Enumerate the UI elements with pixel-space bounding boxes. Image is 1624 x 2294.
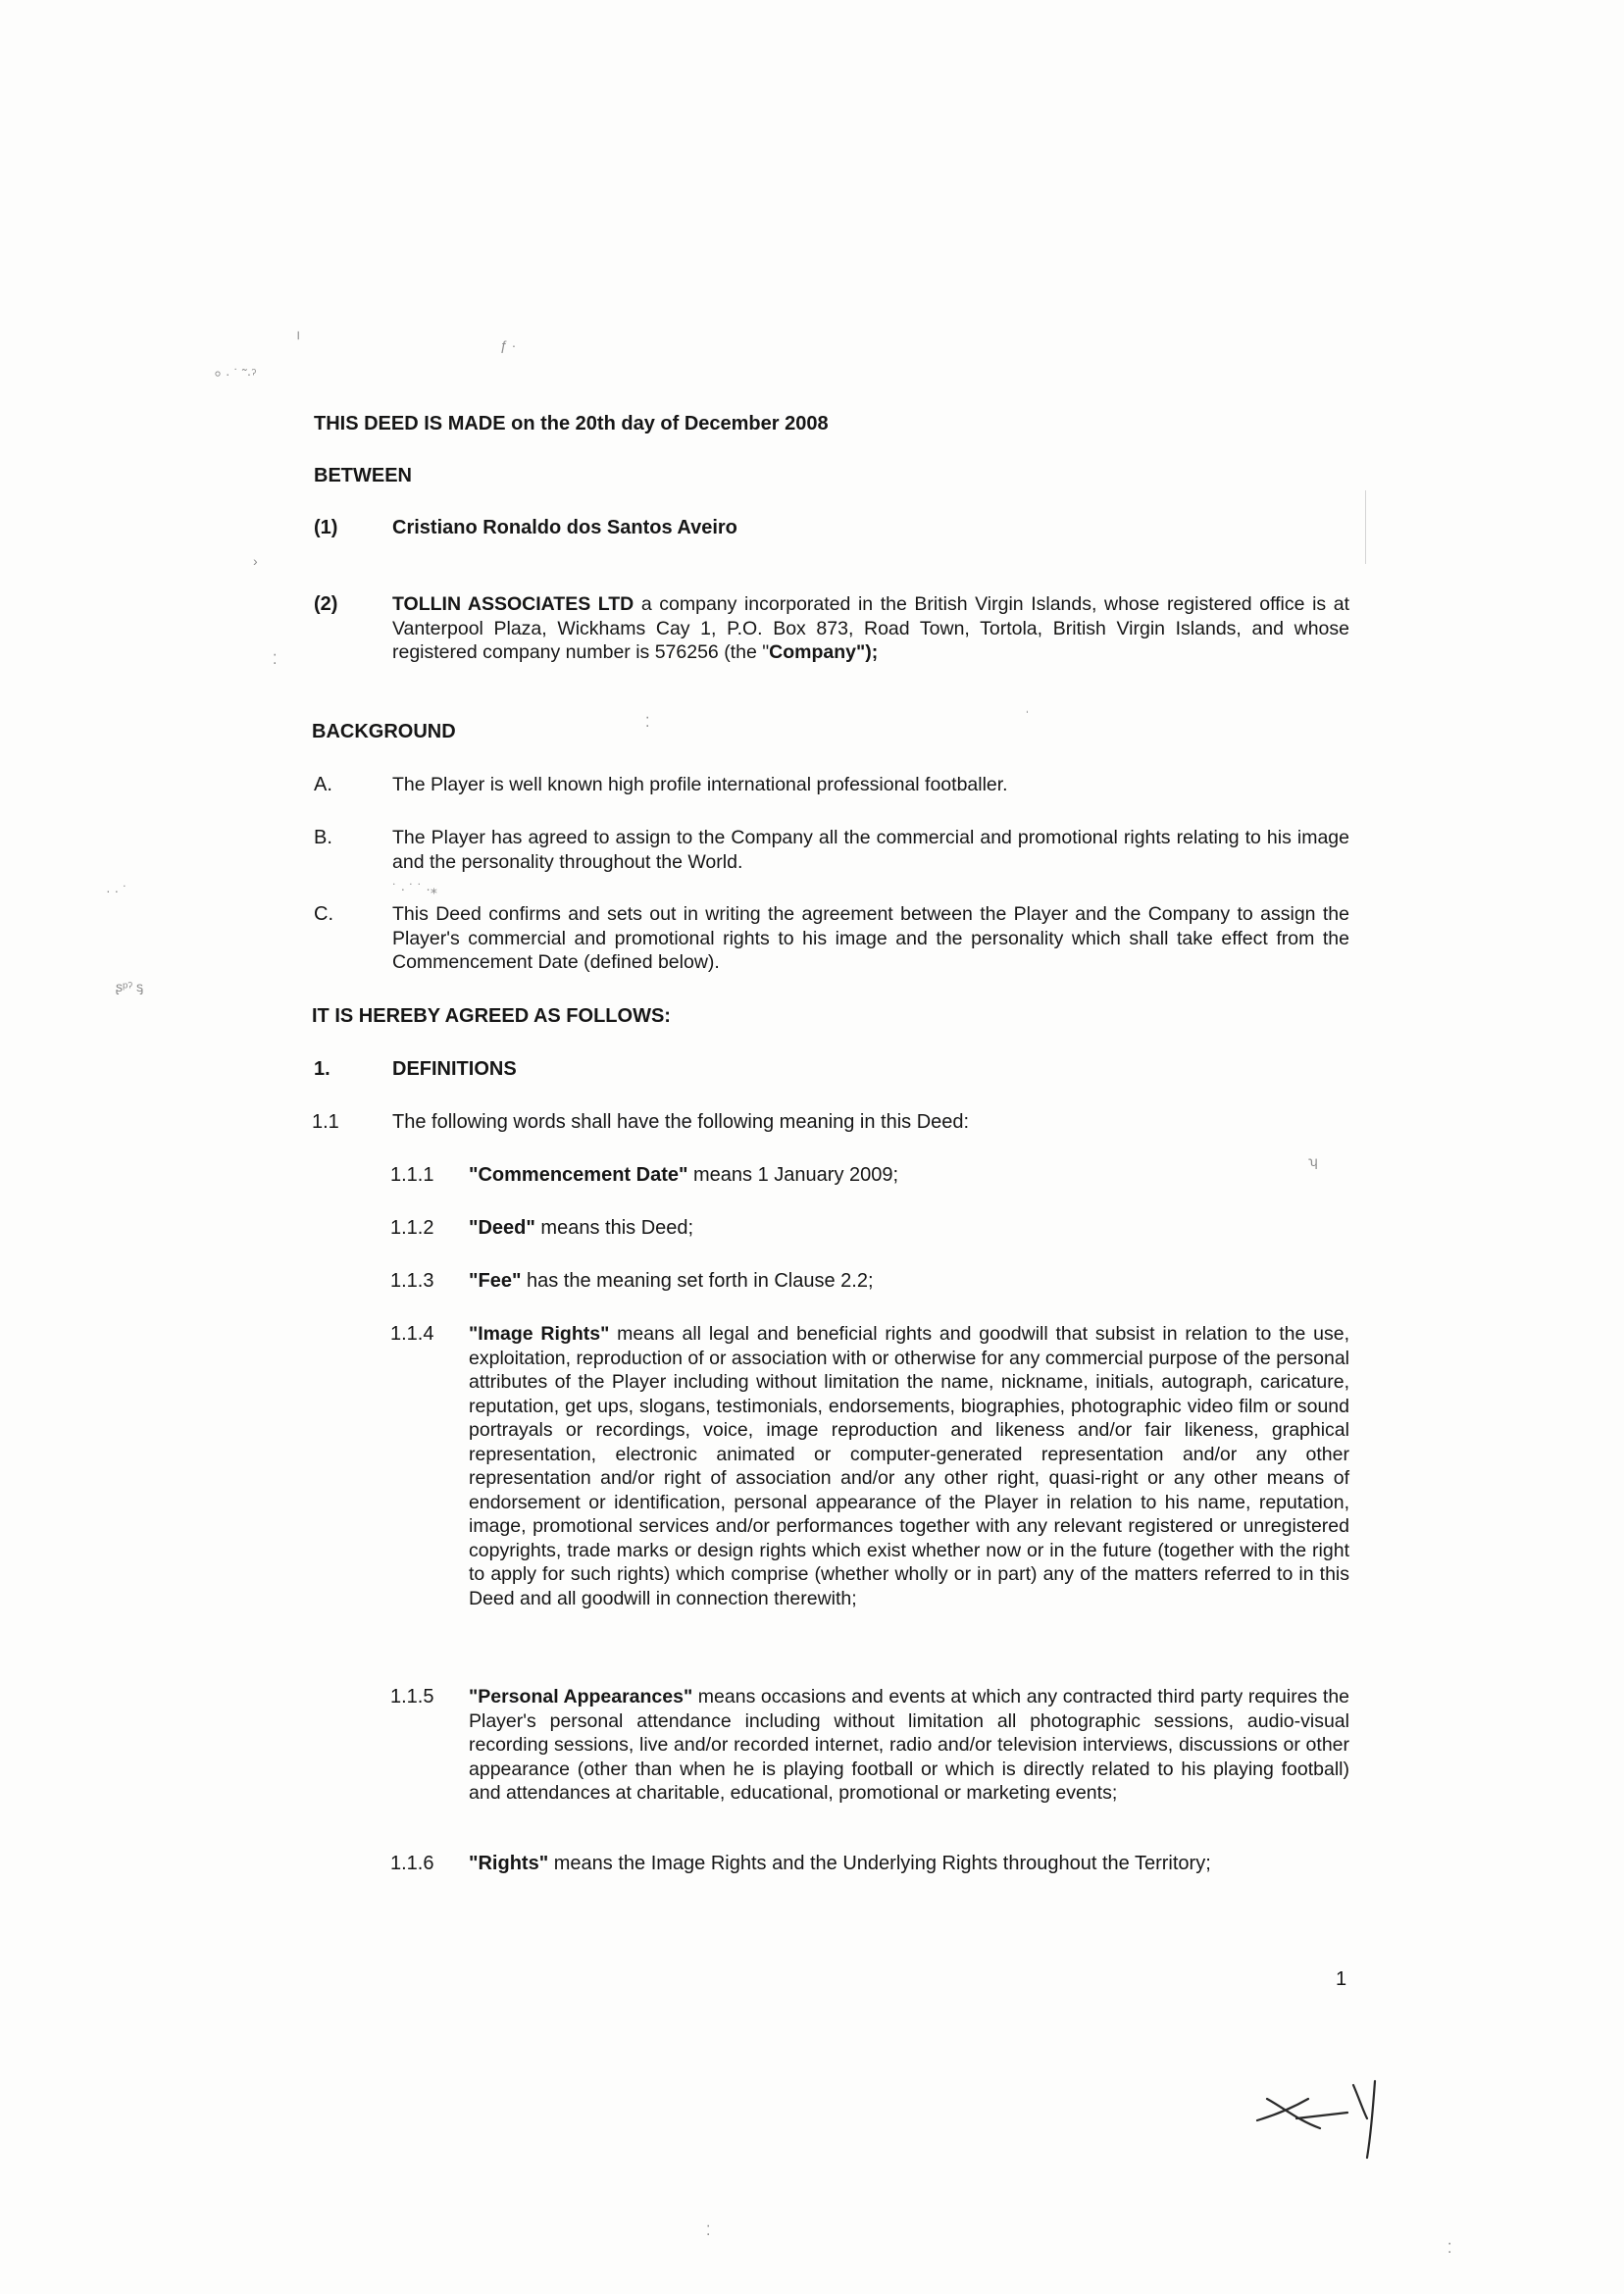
- party-2-paragraph: [392, 592, 1349, 665]
- clause-1-1-text: The following words shall have the following meaning in this Deed:: [392, 1111, 970, 1133]
- definition-4-text: means all legal and beneficial rights and goodwill that subsist in relation to the use, exploitation, reproduction of or association with or otherwise for any commercial purpose of the personal attributes of the Player including without limitation the name, nickname, initials, autograph, caricature, reputation, get ups, slogans, testimonials, endorsements, biographies, photographic video film or sound portrayals or recordings, voice, image reproduction and likeness and/or fair likeness, graphical representation, electronic animated or computer-generated representation and/or any other representation and/or right of association and/or any other right, quasi-right or any other means of endorsement or identification, personal appearance of the Player in relation to his name, reputation, image, promotional services and/or performances together with any relevant registered or unregistered copyrights, trade marks or design rights which exist whether now or in the future (together with the right to apply for such rights) which comprise (whether wholly or in part) any of the matters referred to in this Deed and all goodwill in connection therewith;: [469, 1323, 1349, 1609]
- scan-speck: ⁚: [706, 2222, 711, 2238]
- definition-5-term: "Personal Appearances": [469, 1686, 693, 1708]
- background-b-text: The Player has agreed to assign to the Company all the commercial and promotional rights relating to his image and the personality throughout the World.: [392, 827, 1349, 873]
- definition-6-number: 1.1.6: [390, 1853, 434, 1874]
- party-1-name: Cristiano Ronaldo dos Santos Aveiro: [392, 517, 737, 538]
- background-c-letter: C.: [314, 903, 333, 925]
- definition-2-text: means this Deed;: [534, 1217, 694, 1239]
- scan-speck: · · ˙: [106, 883, 127, 898]
- definition-3-text: has the meaning set forth in Clause 2.2;: [521, 1270, 874, 1292]
- definition-1: [469, 1163, 898, 1188]
- scan-speck: ˈ: [1025, 708, 1030, 724]
- initials-signature: [1238, 2060, 1404, 2167]
- background-heading: BACKGROUND: [312, 721, 456, 742]
- scan-speck: ⸰ · ˙ ˜·ˀ: [214, 366, 257, 382]
- definition-1-number: 1.1.1: [390, 1164, 434, 1186]
- scan-speck: ʂᵖˀ ᶊ: [116, 979, 144, 994]
- deed-heading: THIS DEED IS MADE on the 20th day of December 2008: [314, 413, 829, 434]
- definition-5-number: 1.1.5: [390, 1686, 434, 1708]
- background-a-text: The Player is well known high profile international professional footballer.: [392, 774, 1008, 795]
- scan-speck: ╵: [294, 331, 303, 347]
- definition-6-term: "Rights": [469, 1853, 549, 1874]
- between-heading: BETWEEN: [314, 465, 412, 486]
- definition-2-number: 1.1.2: [390, 1217, 434, 1239]
- page-number: 1: [1336, 1968, 1347, 1990]
- definition-4-term: "Image Rights": [469, 1323, 610, 1345]
- party-2-name: TOLLIN ASSOCIATES LTD: [392, 593, 634, 615]
- definition-4-number: 1.1.4: [390, 1323, 434, 1345]
- definition-3-number: 1.1.3: [390, 1270, 434, 1292]
- definition-2: [469, 1216, 693, 1241]
- agreed-heading: IT IS HEREBY AGREED AS FOLLOWS:: [312, 1005, 671, 1027]
- scan-speck: ⁚: [645, 714, 650, 730]
- definition-2-term: "Deed": [469, 1217, 535, 1239]
- scan-speck: ›: [253, 553, 258, 569]
- scan-speck: ⁚: [273, 651, 278, 667]
- party-1-number: (1): [314, 517, 338, 538]
- section-1-number: 1.: [314, 1058, 330, 1080]
- definition-4: [469, 1322, 1349, 1610]
- definition-3: [469, 1269, 874, 1294]
- scan-edge-line: [1365, 490, 1366, 564]
- section-1-title: DEFINITIONS: [392, 1058, 517, 1080]
- definition-1-term: "Commencement Date": [469, 1164, 688, 1186]
- background-b-letter: B.: [314, 827, 332, 848]
- clause-1-1-number: 1.1: [312, 1111, 339, 1133]
- party-2-text: a company incorporated in the British Virgin Islands, whose registered office is at Vanterpool Plaza, Wickhams Cay 1, P.O. Box 873, Road Town, Tortola, British Virgin Islands, and whose registered company number is 576256 (the ": [392, 593, 1349, 663]
- scan-speck: ʮ: [1308, 1153, 1318, 1169]
- party-2-term: Company: [769, 641, 856, 663]
- party-2-tail: ");: [856, 641, 879, 663]
- definition-5-text: means occasions and events at which any contracted third party requires the Player's personal attendance including without limitation all photographic sessions, audio-visual recording sessions, live and/or recorded internet, radio and/or television interviews, discussions or other appearance (other than when he is playing football or which is directly related to his playing football) and attendances at charitable, educational, promotional or marketing events;: [469, 1686, 1350, 1804]
- definition-3-term: "Fee": [469, 1270, 522, 1292]
- scan-speck: ƒ ·: [500, 337, 517, 353]
- definition-6: [469, 1852, 1211, 1876]
- definition-5: [469, 1685, 1349, 1806]
- definition-6-text: means the Image Rights and the Underlying Rights throughout the Territory;: [548, 1853, 1211, 1874]
- definition-1-text: means 1 January 2009;: [687, 1164, 899, 1186]
- party-2-number: (2): [314, 593, 338, 615]
- scan-speck: ˙ · ˙ ˙ ·⁎: [392, 881, 437, 896]
- scan-speck: ⁚: [1447, 2240, 1452, 2256]
- background-c-text: This Deed confirms and sets out in writing the agreement between the Player and the Company to assign the Player's commercial and promotional rights to his image and the personality which shall take effect from the Commencement Date (defined below).: [392, 903, 1349, 973]
- background-a-letter: A.: [314, 774, 332, 795]
